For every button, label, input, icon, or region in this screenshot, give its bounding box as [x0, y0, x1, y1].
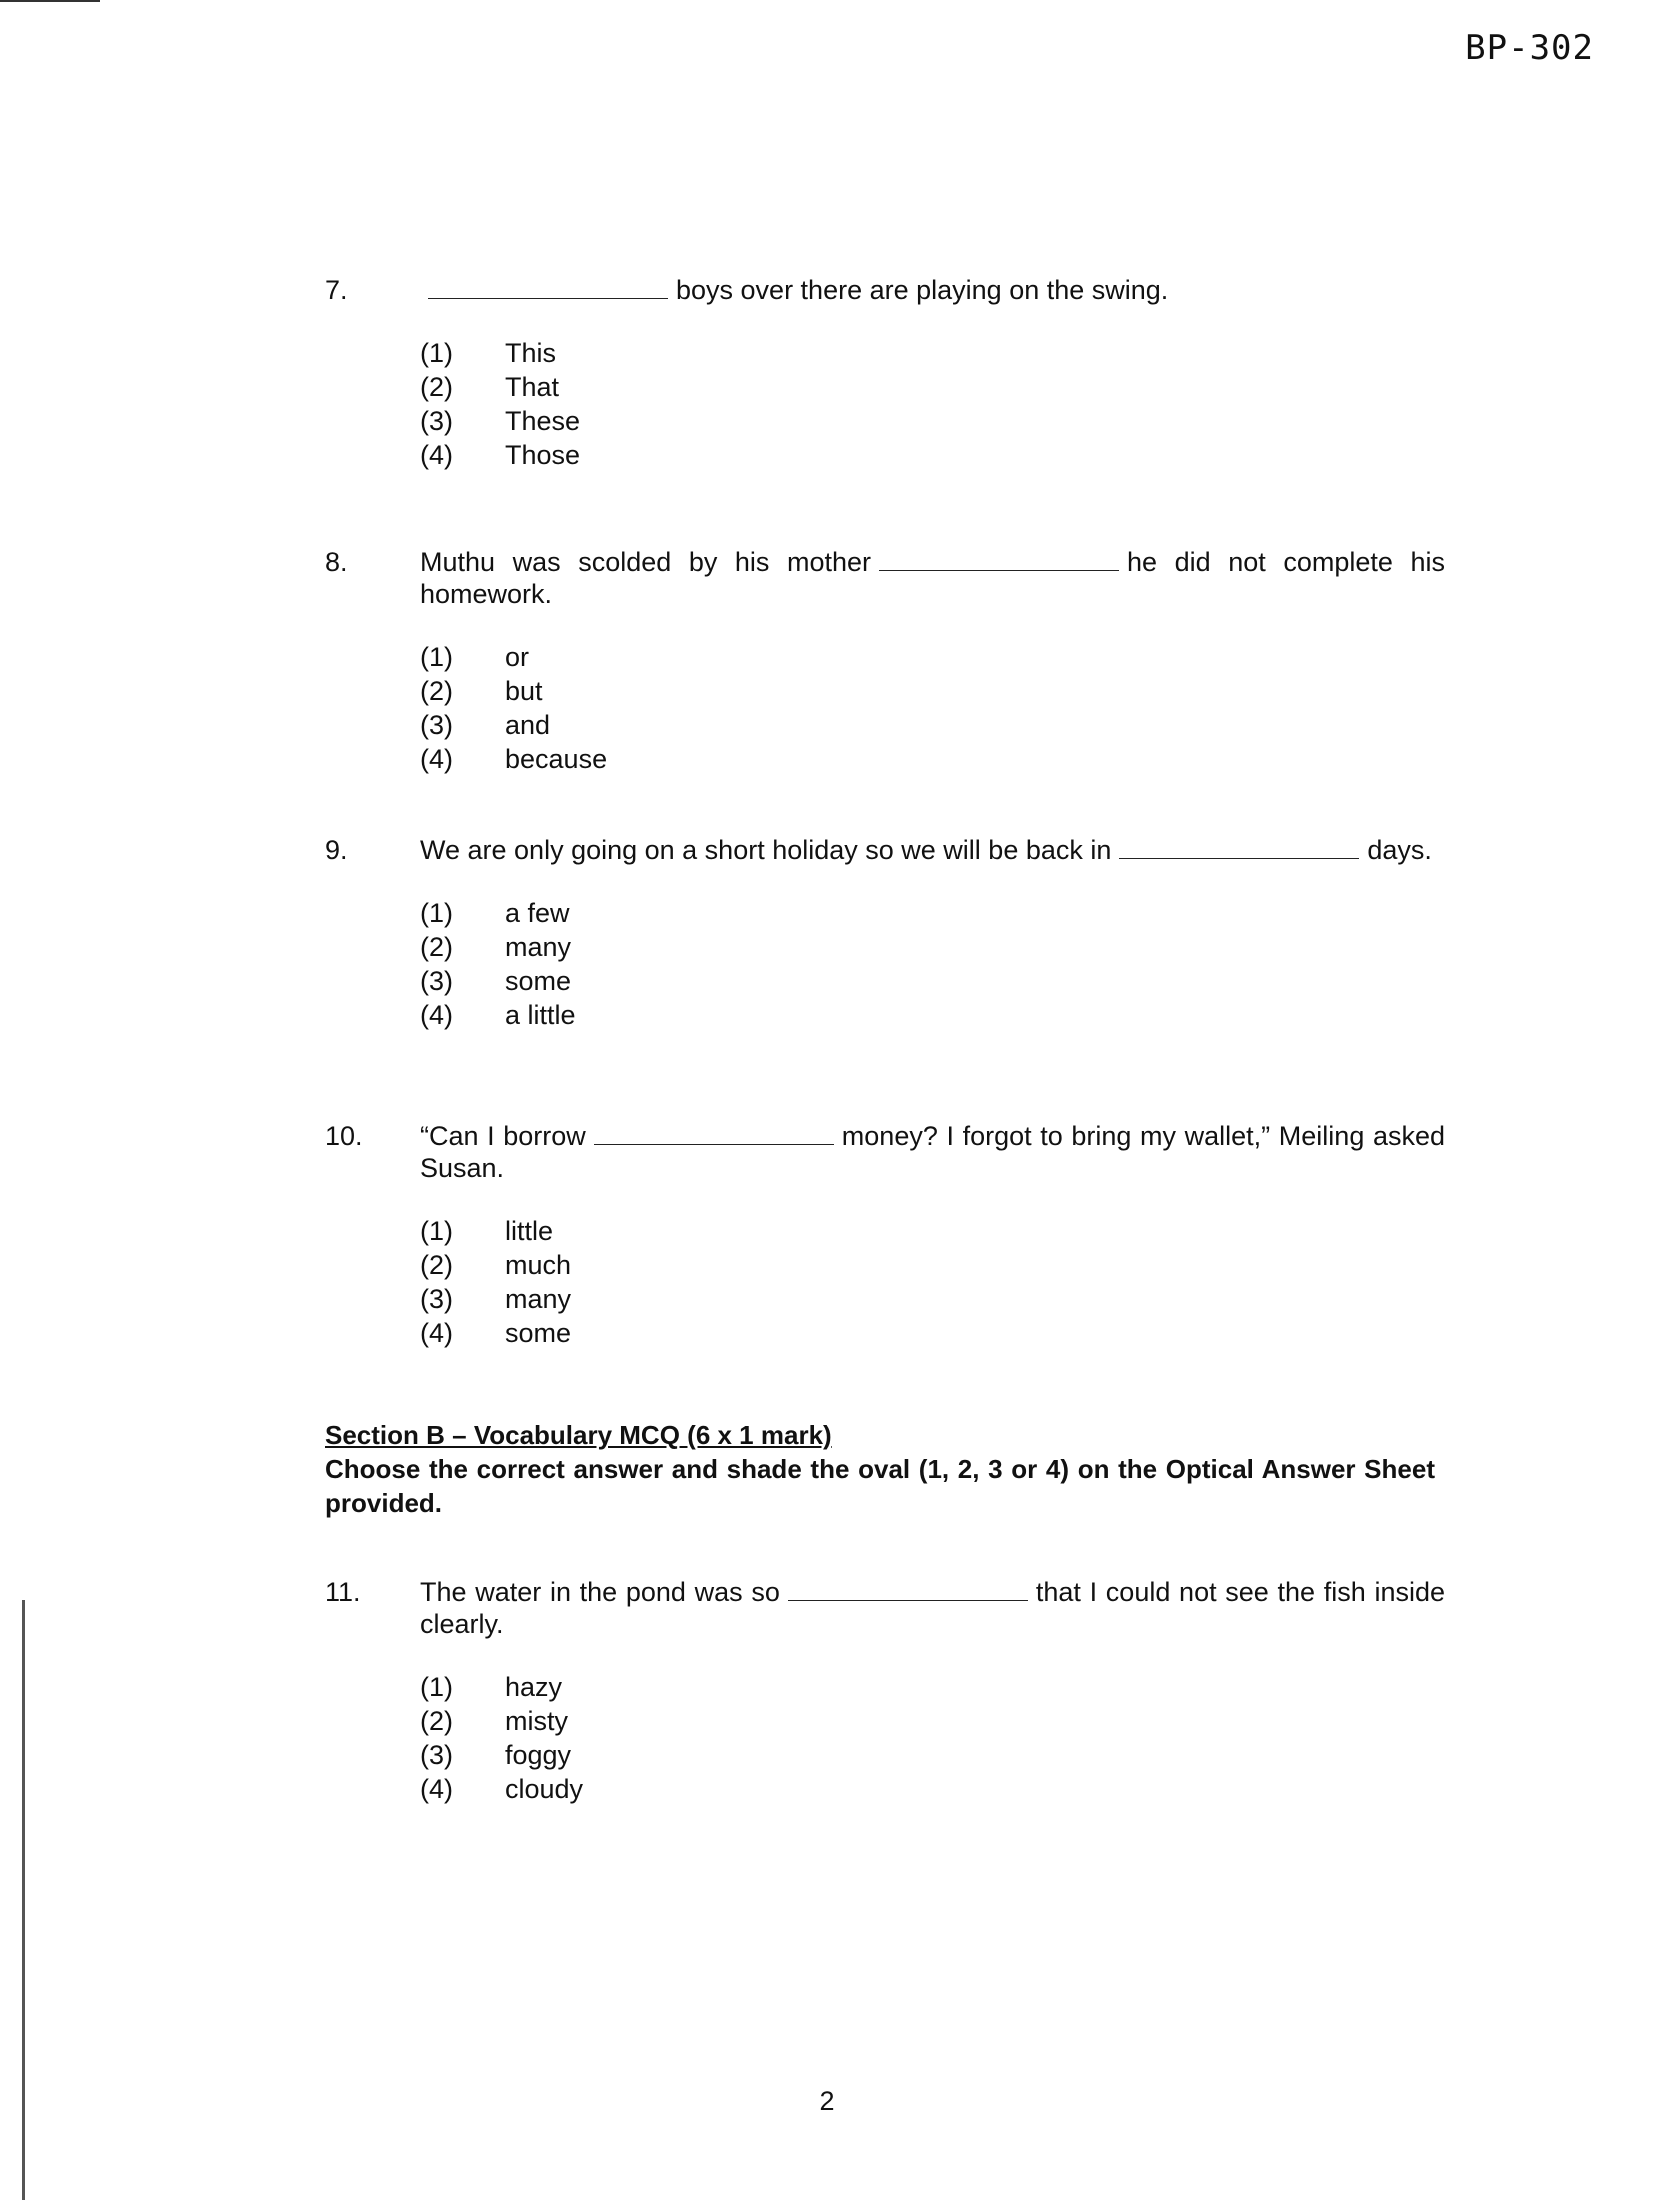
option-item	[420, 1670, 1445, 1704]
question-text-after: days.	[1367, 835, 1432, 865]
section-instructions: Choose the correct answer and shade the oval (1, 2, 3 or 4) on the Optical Answer Sheet provided.	[325, 1454, 1435, 1518]
question-text-after: he did not complete his homework.	[420, 547, 1445, 609]
question-11	[325, 1576, 1445, 1806]
question-9	[325, 834, 1445, 1032]
question-text-after: that I could not see the fish inside clearly.	[420, 1577, 1445, 1639]
option-item	[420, 1248, 1445, 1282]
option-item	[420, 404, 1445, 438]
option-number: (2)	[420, 1706, 453, 1736]
paper-code: BP-302	[1465, 28, 1594, 68]
option-item	[420, 964, 1445, 998]
option-text: or	[505, 642, 530, 672]
options-list	[420, 336, 1445, 472]
option-number: (1)	[420, 1672, 453, 1702]
option-number: (4)	[420, 1000, 453, 1030]
option-text: That	[505, 372, 560, 402]
option-item	[420, 998, 1445, 1032]
option-number: (1)	[420, 898, 453, 928]
option-number: (1)	[420, 1216, 453, 1246]
option-item	[420, 336, 1445, 370]
option-text: some	[505, 966, 572, 996]
question-10	[325, 1120, 1445, 1350]
option-number: (3)	[420, 966, 453, 996]
question-text-before: Muthu was scolded by his mother	[420, 547, 872, 577]
option-text: and	[505, 710, 551, 740]
question-text	[420, 834, 1445, 866]
question-text-after: boys over there are playing on the swing.	[676, 275, 1169, 305]
option-text: foggy	[505, 1740, 572, 1770]
option-text: some	[505, 1318, 572, 1348]
option-text: misty	[505, 1706, 568, 1736]
answer-blank	[1119, 857, 1359, 859]
option-number: (3)	[420, 1284, 453, 1314]
option-number: (4)	[420, 744, 453, 774]
option-number: (4)	[420, 1318, 453, 1348]
option-text: a little	[505, 1000, 576, 1030]
option-text: many	[505, 932, 572, 962]
section-title: Section B – Vocabulary MCQ (6 x 1 mark)	[325, 1420, 832, 1450]
option-item	[420, 930, 1445, 964]
option-number: (3)	[420, 710, 453, 740]
question-text-before: The water in the pond was so	[420, 1577, 780, 1607]
question-text	[420, 546, 1445, 610]
option-item	[420, 1704, 1445, 1738]
question-text	[420, 1120, 1445, 1184]
options-list	[420, 896, 1445, 1032]
question-text-before: We are only going on a short holiday so we will be back in	[420, 835, 1112, 865]
option-number: (1)	[420, 642, 453, 672]
option-text: but	[505, 676, 543, 706]
question-number: 7.	[325, 275, 348, 305]
option-number: (2)	[420, 932, 453, 962]
answer-blank	[428, 297, 668, 299]
question-text-before: “Can I borrow	[420, 1121, 586, 1151]
question-number: 8.	[325, 547, 348, 577]
option-item	[420, 640, 1445, 674]
option-item	[420, 1214, 1445, 1248]
option-text: a few	[505, 898, 570, 928]
option-number: (3)	[420, 1740, 453, 1770]
option-item	[420, 1282, 1445, 1316]
scan-artifact-line	[0, 0, 100, 2]
options-list	[420, 1214, 1445, 1350]
question-number: 9.	[325, 835, 348, 865]
option-text: many	[505, 1284, 572, 1314]
option-item	[420, 1772, 1445, 1806]
option-number: (4)	[420, 440, 453, 470]
question-number: 10.	[325, 1121, 363, 1151]
option-item	[420, 674, 1445, 708]
question-text	[420, 1576, 1445, 1640]
answer-blank	[594, 1143, 834, 1145]
option-item	[420, 708, 1445, 742]
option-text: These	[505, 406, 581, 436]
question-text	[420, 274, 1445, 306]
option-text: hazy	[505, 1672, 563, 1702]
option-text: Those	[505, 440, 581, 470]
option-text: This	[505, 338, 557, 368]
question-7	[325, 274, 1445, 472]
option-number: (3)	[420, 406, 453, 436]
option-item	[420, 1738, 1445, 1772]
options-list	[420, 640, 1445, 776]
question-text-after: money? I forgot to bring my wallet,” Meiling asked Susan.	[420, 1121, 1445, 1183]
option-text: because	[505, 744, 608, 774]
option-number: (1)	[420, 338, 453, 368]
question-number: 11.	[325, 1577, 361, 1607]
option-text: much	[505, 1250, 572, 1280]
option-number: (2)	[420, 372, 453, 402]
answer-blank	[879, 569, 1119, 571]
option-number: (4)	[420, 1774, 453, 1804]
option-number: (2)	[420, 676, 453, 706]
option-item	[420, 1316, 1445, 1350]
option-text: cloudy	[505, 1774, 584, 1804]
options-list	[420, 1670, 1445, 1806]
option-number: (2)	[420, 1250, 453, 1280]
option-item	[420, 742, 1445, 776]
option-item	[420, 438, 1445, 472]
question-8	[325, 546, 1445, 776]
section-b-header	[325, 1418, 1435, 1520]
option-item	[420, 896, 1445, 930]
option-text: little	[505, 1216, 554, 1246]
answer-blank	[788, 1599, 1028, 1601]
page-number: 2	[819, 2086, 835, 2116]
option-item	[420, 370, 1445, 404]
